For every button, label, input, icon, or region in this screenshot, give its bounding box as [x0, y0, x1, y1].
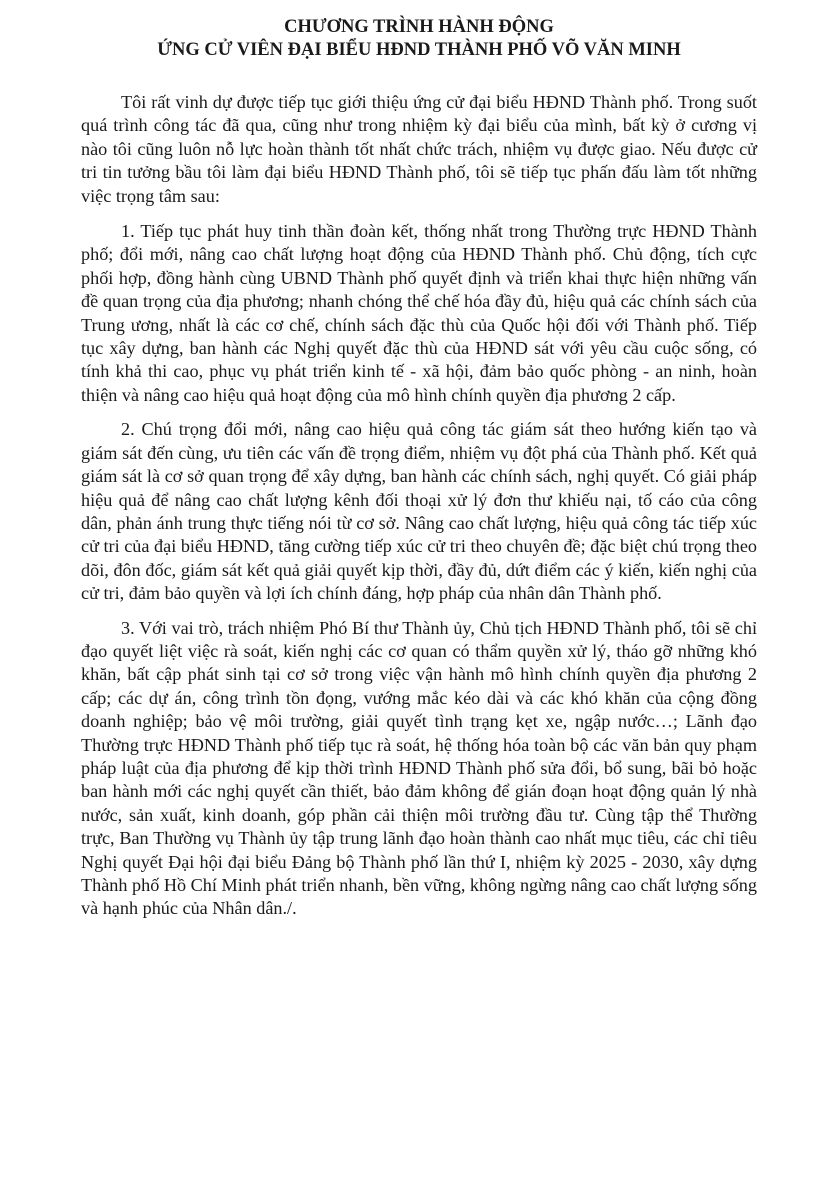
action-item-1: 1. Tiếp tục phát huy tinh thần đoàn kết, thống nhất trong Thường trực HĐND Thành phố; đổi mới, nâng cao chất lượng hoạt động của HĐND Thành phố. Chủ động, tích cực phối hợp, đồng hành cùng UBND Thành phố quyết định và triển khai thực hiện những vấn đề quan trọng của địa phương; nhanh chóng thể chế hóa đầy đủ, hiệu quả các chính sách của Trung ương, nhất là các cơ chế, chính sách đặc thù của Quốc hội đối với Thành phố. Tiếp tục xây dựng, ban hành các Nghị quyết đặc thù của HĐND sát với yêu cầu cuộc sống, có tính khả thi cao, phục vụ phát triển kinh tế - xã hội, đảm bảo quốc phòng - an ninh, hoàn thiện và nâng cao hiệu quả hoạt động của mô hình chính quyền địa phương 2 cấp. [81, 221, 757, 405]
title-line-2: ỨNG CỬ VIÊN ĐẠI BIỂU HĐND THÀNH PHỐ VÕ VĂN MINH [157, 40, 681, 60]
title-line-1: CHƯƠNG TRÌNH HÀNH ĐỘNG [284, 17, 554, 37]
intro-paragraph: Tôi rất vinh dự được tiếp tục giới thiệu ứng cử đại biểu HĐND Thành phố. Trong suốt quá trình công tác đã qua, cũng như trong nhiệm kỳ đại biểu của mình, bất kỳ ở cương vị nào tôi cũng luôn nỗ lực hoàn thành tốt nhất chức trách, nhiệm vụ được giao. Nếu được cử tri tin tưởng bầu tôi làm đại biểu HĐND Thành phố, tôi sẽ tiếp tục phấn đấu làm tốt những việc trọng tâm sau: [81, 92, 757, 206]
document-body [81, 16, 757, 932]
document-title [81, 16, 757, 62]
action-item-3: 3. Với vai trò, trách nhiệm Phó Bí thư Thành ủy, Chủ tịch HĐND Thành phố, tôi sẽ chỉ đạo quyết liệt việc rà soát, kiến nghị các cơ quan có thẩm quyền xử lý, tháo gỡ những khó khăn, bất cập phát sinh tại cơ sở trong việc vận hành mô hình chính quyền địa phương 2 cấp; các dự án, công trình tồn đọng, vướng mắc kéo dài và các khó khăn của cộng đồng doanh nghiệp; bảo vệ môi trường, giải quyết tình trạng kẹt xe, ngập nước…; Lãnh đạo Thường trực HĐND Thành phố tiếp tục rà soát, hệ thống hóa toàn bộ các văn bản quy phạm pháp luật của địa phương để kịp thời trình HĐND Thành phố sửa đổi, bổ sung, bãi bỏ hoặc ban hành mới các nghị quyết cần thiết, bảo đảm không để gián đoạn hoạt động quản lý nhà nước, sản xuất, kinh doanh, góp phần cải thiện môi trường đầu tư. Cùng tập thể Thường trực, Ban Thường vụ Thành ủy tập trung lãnh đạo hoàn thành cao nhất mục tiêu, các chỉ tiêu Nghị quyết Đại hội đại biểu Đảng bộ Thành phố lần thứ I, nhiệm kỳ 2025 - 2030, xây dựng Thành phố Hồ Chí Minh phát triển nhanh, bền vững, không ngừng nâng cao chất lượng sống và hạnh phúc của Nhân dân./. [81, 617, 757, 919]
action-item-2: 2. Chú trọng đổi mới, nâng cao hiệu quả công tác giám sát theo hướng kiến tạo và giám sát đến cùng, ưu tiên các vấn đề trọng điểm, nhiệm vụ đột phá của Thành phố. Kết quả giám sát là cơ sở quan trọng để xây dựng, ban hành các chính sách, nghị quyết. Có giải pháp hiệu quả để nâng cao chất lượng kênh đối thoại xử lý đơn thư khiếu nại, tố cáo của công dân, phản ánh trung thực tiếng nói từ cơ sở. Nâng cao chất lượng, hiệu quả công tác tiếp xúc cử tri của đại biểu HĐND, tăng cường tiếp xúc cử tri theo chuyên đề; đặc biệt chú trọng theo dõi, đôn đốc, giám sát kết quả giải quyết kịp thời, đầy đủ, dứt điểm các ý kiến, kiến nghị của cử tri, đảm bảo quyền và lợi ích chính đáng, hợp pháp của nhân dân Thành phố. [81, 419, 757, 604]
